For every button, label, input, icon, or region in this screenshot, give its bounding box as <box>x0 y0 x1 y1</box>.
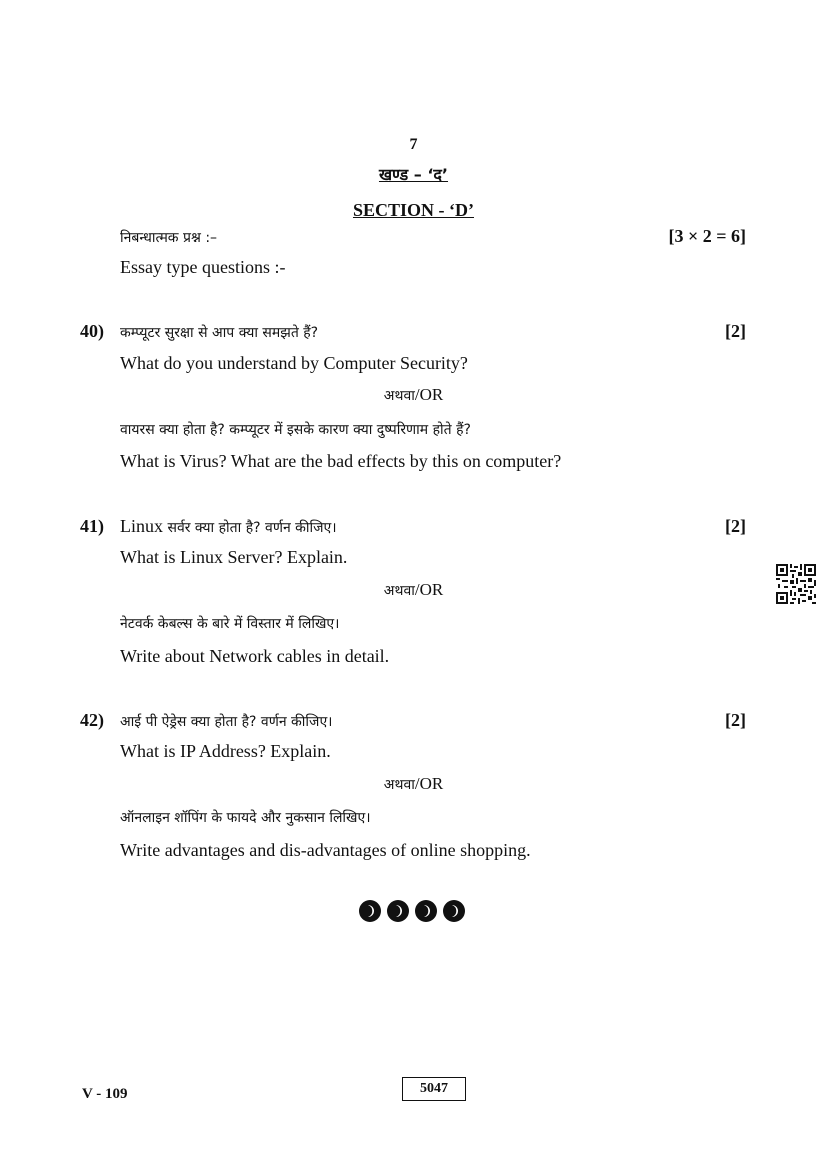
or-label-hindi: अथवा <box>383 388 415 404</box>
section-title-hindi-text: खण्ड – ‘द’ <box>378 165 449 184</box>
question-english: What is IP Address? Explain. <box>120 741 331 761</box>
page-number: 7 <box>409 136 418 153</box>
or-divider <box>0 580 827 600</box>
question-hindi: कम्प्यूटर सुरक्षा से आप क्या समझते हैं? <box>120 325 319 341</box>
serial-number-box: 5047 <box>402 1077 466 1101</box>
question-number: 40) <box>80 321 104 341</box>
alternate-question-hindi: वायरस क्या होता है? कम्प्यूटर में इसके कारण क्या दुष्परिणाम होते हैं? <box>120 422 471 438</box>
question-hindi: आई पी ऐड्रेस क्या होता है? वर्णन कीजिए। <box>120 714 333 730</box>
or-label-hindi: अथवा <box>383 583 415 599</box>
question-number: 42) <box>80 710 104 730</box>
alternate-question-english: Write advantages and dis-advantages of online shopping. <box>120 840 531 860</box>
question-english: What is Linux Server? Explain. <box>120 547 348 567</box>
or-label-english: /OR <box>414 385 444 404</box>
alternate-question-english: Write about Network cables in detail. <box>120 646 390 666</box>
or-label-hindi: अथवा <box>383 777 415 793</box>
instructions-english: Essay type questions :- <box>120 257 286 277</box>
section-title-hindi <box>0 163 827 185</box>
or-label-english: /OR <box>414 580 444 599</box>
question-marks: [2] <box>725 321 746 341</box>
section-title-english <box>0 200 827 221</box>
end-of-paper-mark-icon <box>356 898 472 924</box>
paper-code: V - 109 <box>82 1086 128 1102</box>
question-marks: [2] <box>725 516 746 536</box>
instructions-hindi: निबन्धात्मक प्रश्न :– <box>120 230 218 246</box>
question-hindi-prefix: Linux <box>120 516 168 536</box>
question-hindi-line <box>120 516 337 537</box>
alternate-question-hindi: ऑनलाइन शॉपिंग के फायदे और नुकसान लिखिए। <box>120 810 371 826</box>
alternate-question-hindi: नेटवर्क केबल्स के बारे में विस्तार में लिखिए। <box>120 616 340 632</box>
alternate-question-english: What is Virus? What are the bad effects by this on computer? <box>120 451 562 471</box>
question-number: 41) <box>80 516 104 536</box>
or-divider <box>0 385 827 405</box>
or-divider <box>0 774 827 794</box>
instructions-marks: [3 × 2 = 6] <box>668 226 746 246</box>
qr-code-icon <box>776 564 816 604</box>
question-marks: [2] <box>725 710 746 730</box>
question-english: What do you understand by Computer Security? <box>120 353 468 373</box>
question-hindi: सर्वर क्या होता है? वर्णन कीजिए। <box>167 520 337 536</box>
section-title-english-text: SECTION - ‘D’ <box>352 200 474 220</box>
or-label-english: /OR <box>414 774 444 793</box>
